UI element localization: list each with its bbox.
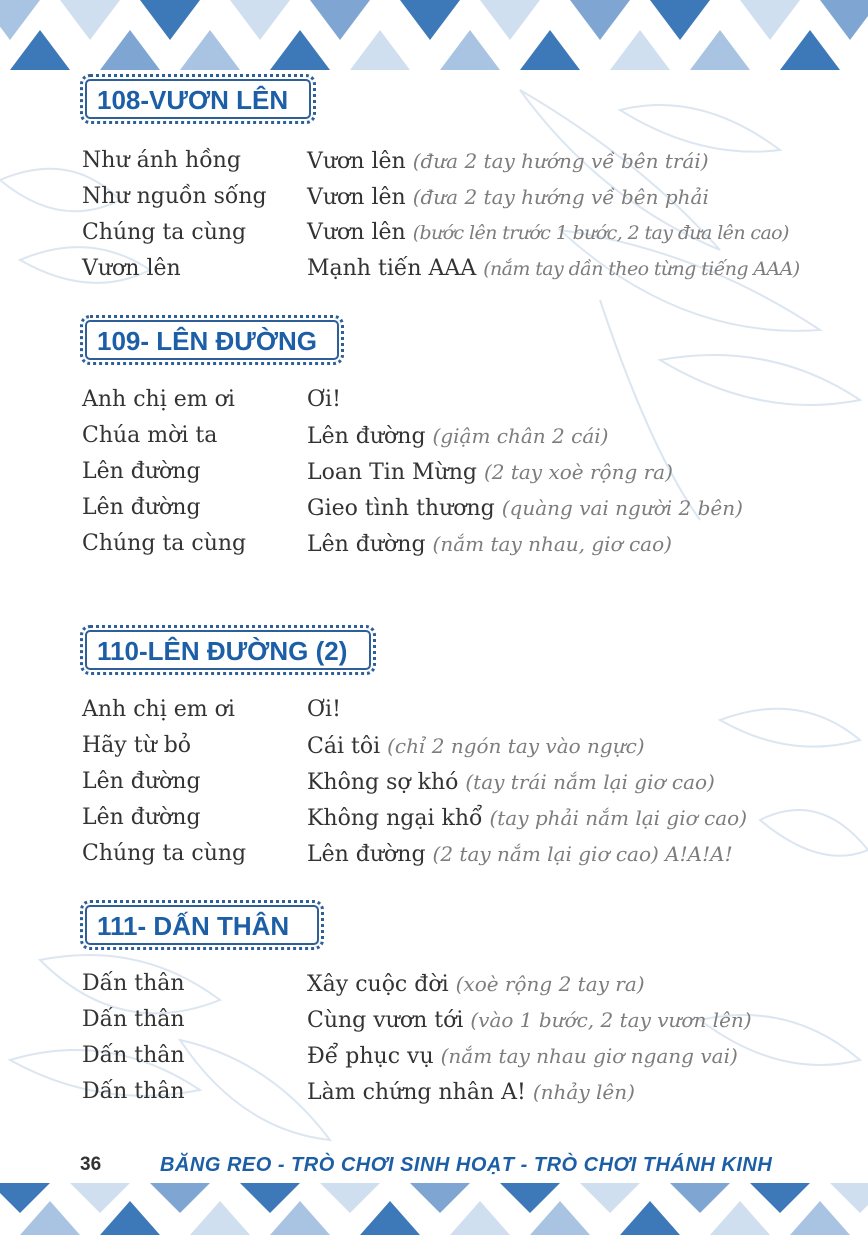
- response-line: [307, 143, 709, 180]
- lyric-row: [0, 1002, 868, 1038]
- action-note: (2 tay nắm lại giơ cao) A!A!A!: [432, 842, 733, 866]
- lyric-row: [0, 836, 868, 872]
- response-text: Vươn lên: [307, 149, 413, 174]
- response-line: [307, 728, 645, 765]
- action-note: (đưa 2 tay hướng về bên trái): [412, 149, 709, 173]
- response-text: Làm chứng nhân A!: [307, 1080, 533, 1105]
- response-line: [307, 764, 715, 801]
- action-note: (tay trái nắm lại giơ cao): [465, 770, 715, 794]
- action-note: (chỉ 2 ngón tay vào ngực): [387, 734, 645, 758]
- page-number: 36: [80, 1154, 102, 1175]
- section-title-box: [80, 315, 344, 365]
- response-line: [307, 692, 341, 728]
- call-line: Chúng ta cùng: [82, 531, 247, 556]
- response-line: [307, 1038, 738, 1075]
- response-text: Xây cuộc đời: [307, 972, 456, 997]
- response-text: Loan Tin Mừng: [307, 460, 484, 485]
- action-note: (xoè rộng 2 tay ra): [455, 972, 645, 996]
- section-title-box: [80, 74, 316, 124]
- call-line: Chúng ta cùng: [82, 841, 247, 866]
- action-note: (bước lên trước 1 bước, 2 tay đưa lên cao): [412, 222, 789, 244]
- section-title: 110-LÊN ĐƯỜNG (2): [97, 636, 348, 666]
- call-line: Dấn thân: [82, 1043, 185, 1068]
- call-line: Như nguồn sống: [82, 184, 267, 209]
- lyric-row: [0, 490, 868, 526]
- action-note: (giậm chân 2 cái): [432, 424, 609, 448]
- section-title: 111- DẤN THÂN: [97, 911, 290, 941]
- lyric-row: [0, 418, 868, 454]
- response-line: [307, 454, 673, 491]
- lyric-row: [0, 1074, 868, 1110]
- response-line: [307, 418, 608, 455]
- response-text: Cùng vươn tới: [307, 1008, 471, 1033]
- lyric-row: [0, 251, 868, 287]
- response-line: [307, 966, 645, 1003]
- response-line: [307, 1002, 752, 1039]
- lyric-row: [0, 454, 868, 490]
- response-line: [307, 215, 789, 251]
- action-note: (nắm tay nhau, giơ cao): [432, 532, 672, 556]
- response-line: [307, 251, 800, 287]
- action-note: (nhảy lên): [532, 1080, 635, 1104]
- response-text: Lên đường: [307, 424, 433, 449]
- call-line: Dấn thân: [82, 971, 185, 996]
- lyric-row: [0, 382, 868, 418]
- response-line: [307, 800, 747, 837]
- section-title: 109- LÊN ĐƯỜNG: [97, 326, 318, 356]
- call-line: Hãy từ bỏ: [82, 733, 192, 758]
- lyric-row: [0, 966, 868, 1002]
- section-title-box: [80, 900, 324, 950]
- section-title: 108-VƯƠN LÊN: [97, 85, 289, 115]
- bottom-triangle-border: [0, 1183, 868, 1235]
- call-line: Dấn thân: [82, 1007, 185, 1032]
- action-note: (nắm tay dần theo từng tiếng AAA): [483, 258, 800, 280]
- lyric-row: [0, 692, 868, 728]
- lyric-row: [0, 179, 868, 215]
- call-line: Anh chị em ơi: [82, 387, 235, 412]
- call-line: Anh chị em ơi: [82, 697, 235, 722]
- call-line: Chúng ta cùng: [82, 220, 247, 245]
- action-note: (2 tay xoè rộng ra): [483, 460, 673, 484]
- response-text: Ơi!: [307, 697, 341, 722]
- lyric-row: [0, 764, 868, 800]
- response-line: [307, 526, 672, 563]
- response-text: Mạnh tiến AAA: [307, 256, 484, 281]
- lyric-row: [0, 526, 868, 562]
- response-line: [307, 836, 733, 873]
- response-line: [307, 490, 743, 527]
- response-text: Vươn lên: [307, 185, 413, 210]
- call-line: Vươn lên: [82, 256, 181, 281]
- response-text: Gieo tình thương: [307, 496, 502, 521]
- response-text: Không ngại khổ: [307, 806, 490, 831]
- response-text: Cái tôi: [307, 734, 388, 759]
- call-line: Lên đường: [82, 805, 201, 830]
- lyric-row: [0, 728, 868, 764]
- top-triangle-border: [0, 0, 868, 70]
- action-note: (quàng vai người 2 bên): [501, 496, 743, 520]
- call-line: Chúa mời ta: [82, 423, 218, 448]
- response-line: [307, 1074, 635, 1111]
- response-text: Không sợ khó: [307, 770, 466, 795]
- lyric-row: [0, 143, 868, 179]
- response-text: Lên đường: [307, 532, 433, 557]
- call-line: Như ánh hồng: [82, 148, 241, 173]
- section-title-box: [80, 625, 376, 675]
- action-note: (vào 1 bước, 2 tay vươn lên): [470, 1008, 752, 1032]
- response-text: Ơi!: [307, 387, 341, 412]
- response-text: Lên đường: [307, 842, 433, 867]
- lyric-row: [0, 800, 868, 836]
- call-line: Lên đường: [82, 495, 201, 520]
- lyric-row: [0, 215, 868, 251]
- response-line: [307, 382, 341, 418]
- response-text: Vươn lên: [307, 220, 413, 245]
- action-note: (đưa 2 tay hướng về bên phải: [412, 185, 709, 209]
- action-note: (tay phải nắm lại giơ cao): [489, 806, 748, 830]
- response-text: Để phục vụ: [307, 1044, 441, 1069]
- response-line: [307, 179, 709, 216]
- call-line: Dấn thân: [82, 1079, 185, 1104]
- lyric-row: [0, 1038, 868, 1074]
- call-line: Lên đường: [82, 459, 201, 484]
- book-footer-title: BĂNG REO - TRÒ CHƠI SINH HOẠT - TRÒ CHƠI THÁNH KINH: [160, 1154, 773, 1176]
- action-note: (nắm tay nhau giơ ngang vai): [440, 1044, 738, 1068]
- call-line: Lên đường: [82, 769, 201, 794]
